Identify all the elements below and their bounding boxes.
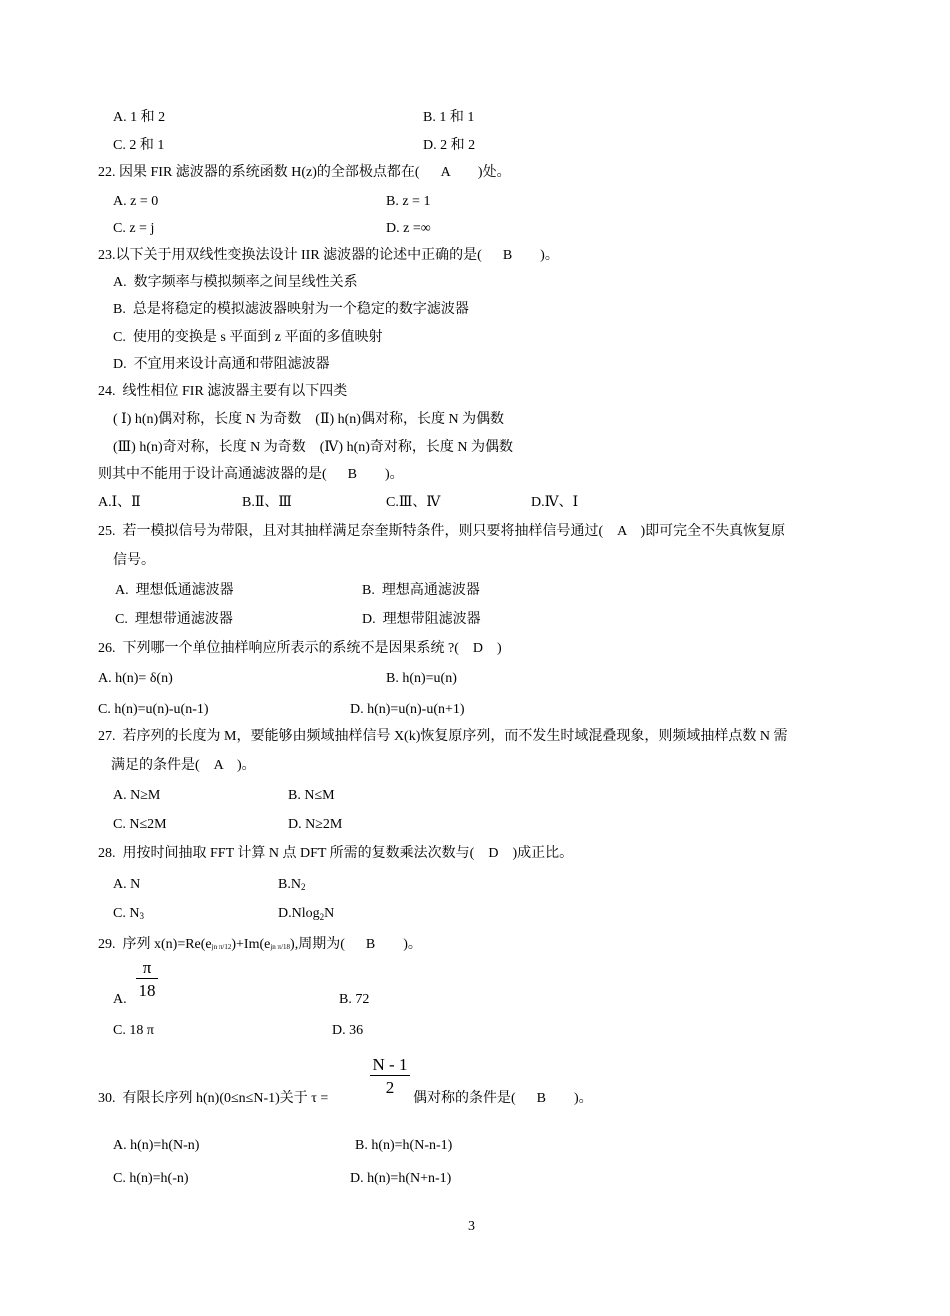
q29-stem — [98, 936, 422, 955]
q23-option-b: B. 总是将稳定的模拟滤波器映射为一个稳定的数字滤波器 — [113, 302, 469, 317]
fraction-bar — [136, 978, 158, 979]
q28-option-c — [113, 905, 144, 923]
q22-option-a: A. z = 0 — [113, 194, 159, 209]
q25-stem-line2: 信号。 — [113, 553, 155, 568]
q22-option-b: B. z = 1 — [386, 194, 431, 209]
q29-stem-mid: )+Im(e — [231, 937, 271, 952]
q30-option-d: D. h(n)=h(N+n-1) — [350, 1171, 452, 1186]
q28-option-d-base: D.Nlog — [278, 906, 320, 921]
q24-line1: ( Ⅰ) h(n)偶对称，长度 N 为奇数 (Ⅱ) h(n)偶对称，长度 N 为偶数 — [113, 412, 505, 427]
q21-option-b: B. 1 和 1 — [423, 110, 475, 125]
q25-option-c: C. 理想带通滤波器 — [115, 612, 233, 627]
q24-option-b: B.Ⅱ、Ⅲ — [242, 495, 292, 510]
fraction-bar — [370, 1075, 410, 1076]
q29-option-a-denominator: 18 — [138, 981, 156, 1000]
q30-option-c: C. h(n)=h(-n) — [113, 1171, 189, 1186]
q27-option-b: B. N≤M — [288, 788, 335, 803]
q29-stem-post: ),周期为( B )。 — [290, 937, 422, 952]
q29-option-c: C. 18 π — [113, 1023, 154, 1038]
q29-option-a-numerator: π — [142, 958, 152, 977]
q27-stem-line1: 27. 若序列的长度为 M，要能够由频域抽样信号 X(k)恢复原序列，而不发生时域混叠现象，则频域抽样点数 N 需 — [98, 729, 788, 744]
q25-option-b: B. 理想高通滤波器 — [362, 583, 480, 598]
q28-option-a: A. N — [113, 877, 141, 892]
q28-option-b — [278, 876, 305, 894]
q21-option-c: C. 2 和 1 — [113, 138, 165, 153]
q28-option-b-base: B.N — [278, 877, 301, 892]
q28-option-d-subscript: 2 — [319, 912, 325, 922]
q30-fraction — [370, 1056, 410, 1096]
q30-option-b: B. h(n)=h(N-n-1) — [355, 1138, 453, 1153]
q22-option-c: C. z = j — [113, 221, 155, 236]
q21-option-a: A. 1 和 2 — [113, 110, 166, 125]
q25-option-d: D. 理想带阻滤波器 — [362, 612, 481, 627]
q23-option-d: D. 不宜用来设计高通和带阻滤波器 — [113, 357, 330, 372]
q30-numerator: N - 1 — [372, 1055, 408, 1074]
q25-stem-line1: 25. 若一模拟信号为带限，且对其抽样满足奈奎斯特条件，则只要将抽样信号通过( A )即可完全不失真恢复原 — [98, 524, 786, 539]
q30-denominator: 2 — [385, 1078, 395, 1097]
page-number: 3 — [468, 1219, 475, 1234]
q29-option-a-fraction — [136, 959, 158, 999]
q24-line3: 则其中不能用于设计高通滤波器的是( B )。 — [98, 467, 404, 482]
q26-option-a: A. h(n)= δ(n) — [98, 671, 173, 686]
q29-stem-pre: 29. 序列 x(n)=Re(e — [98, 937, 212, 952]
q29-option-b: B. 72 — [339, 992, 370, 1007]
q27-option-d: D. N≥2M — [288, 817, 343, 832]
q23-option-a: A. 数字频率与模拟频率之间呈线性关系 — [113, 275, 358, 290]
q23-option-c: C. 使用的变换是 s 平面到 z 平面的多值映射 — [113, 330, 383, 345]
q23-stem: 23.以下关于用双线性变换法设计 IIR 滤波器的论述中正确的是( B )。 — [98, 248, 559, 263]
q28-stem: 28. 用按时间抽取 FFT 计算 N 点 DFT 所需的复数乘法次数与( D )成正比。 — [98, 846, 574, 861]
q29-option-a-label: A. — [113, 992, 127, 1007]
q30-option-a: A. h(n)=h(N-n) — [113, 1138, 200, 1153]
q28-option-d — [278, 905, 334, 923]
q26-option-c: C. h(n)=u(n)-u(n-1) — [98, 702, 209, 717]
q28-option-c-exponent: 3 — [139, 911, 144, 921]
q26-stem: 26. 下列哪一个单位抽样响应所表示的系统不是因果系统 ?( D ) — [98, 641, 502, 656]
q28-option-b-exponent: 2 — [300, 882, 306, 892]
q25-option-a: A. 理想低通滤波器 — [115, 583, 234, 598]
q30-stem-pre: 30. 有限长序列 h(n)(0≤n≤N-1)关于 τ = — [98, 1091, 329, 1106]
q24-option-d: D.Ⅳ、Ⅰ — [531, 495, 579, 510]
q26-option-d: D. h(n)=u(n)-u(n+1) — [350, 702, 465, 717]
q24-line2: (Ⅲ) h(n)奇对称，长度 N 为奇数 (Ⅳ) h(n)奇对称，长度 N 为偶数 — [113, 440, 514, 455]
q21-option-d: D. 2 和 2 — [423, 138, 476, 153]
q28-option-c-base: C. N — [113, 906, 140, 921]
q27-stem-line2: 满足的条件是( A )。 — [111, 758, 256, 773]
q24-stem: 24. 线性相位 FIR 滤波器主要有以下四类 — [98, 384, 348, 399]
q27-option-a: A. N≥M — [113, 788, 161, 803]
q29-exponent-1: jn π/12 — [211, 943, 232, 951]
q29-option-d: D. 36 — [332, 1023, 364, 1038]
q26-option-b: B. h(n)=u(n) — [386, 671, 457, 686]
q24-option-c: C.Ⅲ、Ⅳ — [386, 495, 441, 510]
q22-option-d: D. z =∞ — [386, 221, 431, 236]
q27-option-c: C. N≤2M — [113, 817, 167, 832]
q30-stem-post: 偶对称的条件是( B )。 — [413, 1091, 593, 1106]
q29-exponent-2: jn π/18 — [270, 943, 291, 951]
q22-stem: 22. 因果 FIR 滤波器的系统函数 H(z)的全部极点都在( A )处。 — [98, 165, 511, 180]
q24-option-a: A.Ⅰ、Ⅱ — [98, 495, 141, 510]
q28-option-d-tail: N — [324, 906, 335, 921]
